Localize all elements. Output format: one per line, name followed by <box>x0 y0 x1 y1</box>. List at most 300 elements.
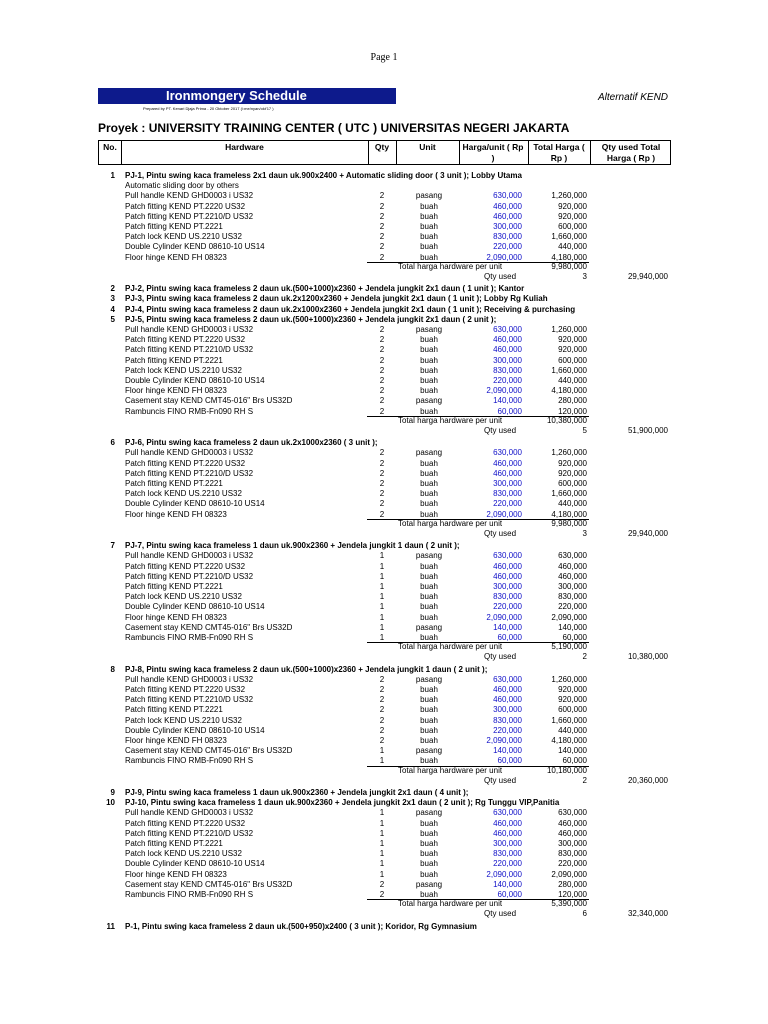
item-name: Pull handle KEND GHD0003 i US32 <box>125 551 254 561</box>
item-qty: 1 <box>379 592 385 602</box>
item-qty: 1 <box>379 839 385 848</box>
qty-used-row <box>0 272 768 282</box>
header-qty: Qty <box>374 142 390 152</box>
item-name: Patch fitting KEND PT.2210/D US32 <box>125 345 254 355</box>
item-price: 2,090,000 <box>486 386 522 396</box>
qty-used-value: 3 <box>582 272 587 281</box>
item-qty: 2 <box>379 715 385 725</box>
item-total: 1,660,000 <box>551 365 587 375</box>
item-price: 60,000 <box>497 406 522 416</box>
item-qty: 1 <box>379 612 385 622</box>
item-price: 220,000 <box>493 376 522 385</box>
item-unit: buah <box>420 201 438 211</box>
item-price: 830,000 <box>493 365 522 375</box>
hardware-item-row <box>0 839 768 849</box>
group-title: PJ-8, Pintu swing kaca frameless 2 daun uk.(500+1000)x2360 + Jendela jungkit 1 daun ( 2 unit ); <box>125 664 488 674</box>
qty-used-row <box>0 776 768 786</box>
item-unit: buah <box>420 828 438 838</box>
item-total: 220,000 <box>558 602 587 612</box>
item-price: 460,000 <box>493 828 522 838</box>
item-qty: 2 <box>379 509 385 519</box>
group-title-row <box>0 171 768 181</box>
item-name: Patch lock KEND US.2210 US32 <box>125 365 242 375</box>
item-name: Pull handle KEND GHD0003 i US32 <box>125 808 254 818</box>
item-price: 460,000 <box>493 335 522 345</box>
item-total: 830,000 <box>558 849 587 859</box>
item-unit: buah <box>420 355 438 365</box>
hardware-item-row <box>0 695 768 705</box>
item-qty: 2 <box>379 489 385 499</box>
hardware-item-row <box>0 222 768 232</box>
item-qty: 1 <box>379 849 385 859</box>
hardware-item-row <box>0 448 768 458</box>
item-total: 920,000 <box>558 468 587 478</box>
item-qty: 2 <box>379 674 385 684</box>
group-title-row <box>0 305 768 315</box>
group-grand-total: 32,340,000 <box>627 909 668 919</box>
item-name: Floor hinge KEND FH 08323 <box>125 869 227 879</box>
group-title: PJ-10, Pintu swing kaca frameless 1 daun uk.900x2360 + Jendela jungkit 2x1 daun ( 2 unit ); Rg Tunggu VIP,Panitia <box>125 798 560 808</box>
hardware-item-row <box>0 736 768 746</box>
item-name: Patch fitting KEND PT.2221 <box>125 582 223 591</box>
item-qty: 1 <box>379 828 385 838</box>
qty-used-row <box>0 652 768 662</box>
qty-used-value: 2 <box>582 652 587 662</box>
item-name: Rambuncis FINO RMB-Fn090 RH S <box>125 890 254 899</box>
group-title-row <box>0 284 768 294</box>
group-title-row <box>0 438 768 448</box>
item-unit: buah <box>420 705 438 715</box>
item-qty: 2 <box>379 685 385 694</box>
item-qty: 1 <box>379 602 385 612</box>
item-price: 630,000 <box>493 674 522 684</box>
item-name: Casement stay KEND CMT45-016" Brs US32D <box>125 879 293 889</box>
item-price: 460,000 <box>493 571 522 581</box>
item-qty: 1 <box>379 561 385 571</box>
item-name: Patch lock KEND US.2210 US32 <box>125 715 242 725</box>
item-qty: 1 <box>379 622 385 632</box>
item-name: Double Cylinder KEND 08610-10 US14 <box>125 242 265 252</box>
item-name: Floor hinge KEND FH 08323 <box>125 612 227 622</box>
item-qty: 2 <box>379 396 385 406</box>
item-total: 1,660,000 <box>551 232 587 242</box>
item-name: Casement stay KEND CMT45-016" Brs US32D <box>125 396 293 406</box>
item-price: 300,000 <box>493 222 522 231</box>
qty-used-value: 2 <box>582 775 587 785</box>
item-total: 60,000 <box>562 756 587 766</box>
item-qty: 1 <box>379 869 385 879</box>
item-price: 220,000 <box>493 602 522 612</box>
alternative-label: Alternatif KEND <box>598 92 669 103</box>
item-total: 440,000 <box>558 725 587 735</box>
qty-used-label: Qty used <box>484 426 517 435</box>
header-hardware: Hardware <box>225 142 264 152</box>
item-qty: 2 <box>379 890 385 899</box>
item-total: 600,000 <box>558 479 587 488</box>
item-unit: pasang <box>415 551 443 561</box>
hardware-item-row <box>0 880 768 890</box>
item-qty: 1 <box>379 756 385 766</box>
item-qty: 2 <box>379 355 385 365</box>
hardware-item-row <box>0 829 768 839</box>
group-grand-total: 29,940,000 <box>627 529 668 538</box>
item-total: 440,000 <box>558 242 587 252</box>
schedule-title-banner: Ironmongery Schedule <box>98 88 396 104</box>
item-unit: buah <box>420 869 438 879</box>
qty-used-label: Qty used <box>484 272 517 281</box>
item-total: 1,260,000 <box>551 191 587 201</box>
hardware-item-row <box>0 489 768 499</box>
item-name: Patch fitting KEND PT.2221 <box>125 355 223 365</box>
item-qty: 2 <box>379 325 385 334</box>
item-unit: buah <box>420 582 438 591</box>
item-name: Patch fitting KEND PT.2220 US32 <box>125 335 246 345</box>
item-unit: buah <box>420 736 438 745</box>
item-name: Patch fitting KEND PT.2221 <box>125 479 223 488</box>
hardware-item-row <box>0 212 768 222</box>
item-qty: 2 <box>379 365 385 375</box>
item-unit: buah <box>420 633 438 642</box>
header-unit: Unit <box>419 142 436 152</box>
item-qty: 1 <box>379 571 385 581</box>
item-total: 280,000 <box>558 396 587 406</box>
item-total: 460,000 <box>558 818 587 828</box>
item-total: 2,090,000 <box>551 612 587 622</box>
item-unit: buah <box>420 335 438 345</box>
qty-used-value: 6 <box>582 909 587 919</box>
item-unit: buah <box>420 222 438 231</box>
hardware-item-row <box>0 345 768 355</box>
item-qty: 2 <box>379 201 385 211</box>
group-grand-total: 10,380,000 <box>627 652 668 662</box>
item-name: Double Cylinder KEND 08610-10 US14 <box>125 859 265 869</box>
item-qty: 2 <box>379 448 385 458</box>
hardware-item-row <box>0 562 768 572</box>
item-total: 120,000 <box>558 890 587 899</box>
item-unit: buah <box>420 561 438 571</box>
item-price: 630,000 <box>493 551 522 561</box>
qty-used-value: 5 <box>582 426 587 435</box>
hardware-item-row <box>0 376 768 386</box>
item-qty: 1 <box>379 551 385 561</box>
subtotal-row <box>0 766 768 776</box>
item-name: Patch fitting KEND PT.2220 US32 <box>125 201 246 211</box>
item-total: 4,180,000 <box>551 509 587 519</box>
item-price: 220,000 <box>493 499 522 509</box>
item-price: 60,000 <box>497 633 522 642</box>
item-total: 920,000 <box>558 335 587 345</box>
header-no: No. <box>103 142 117 152</box>
item-unit: buah <box>420 685 438 694</box>
item-total: 460,000 <box>558 561 587 571</box>
subtotal-row <box>0 416 768 426</box>
hardware-item-row <box>0 675 768 685</box>
item-unit: buah <box>420 818 438 828</box>
subtotal-row <box>0 642 768 652</box>
group-number: 8 <box>110 664 115 674</box>
item-name: Double Cylinder KEND 08610-10 US14 <box>125 376 265 385</box>
group-number: 7 <box>110 541 115 551</box>
item-name: Double Cylinder KEND 08610-10 US14 <box>125 499 265 509</box>
group-title-row <box>0 788 768 798</box>
item-unit: buah <box>420 849 438 859</box>
item-price: 830,000 <box>493 592 522 602</box>
item-price: 220,000 <box>493 859 522 869</box>
subtotal-label: Total harga hardware per unit <box>398 518 503 528</box>
item-name: Rambuncis FINO RMB-Fn090 RH S <box>125 756 254 766</box>
item-qty: 2 <box>379 499 385 509</box>
hardware-item-row <box>0 325 768 335</box>
item-unit: pasang <box>415 191 443 201</box>
group-note-row <box>0 181 768 191</box>
group-title-row <box>0 294 768 304</box>
item-unit: buah <box>420 499 438 509</box>
hardware-item-row <box>0 623 768 633</box>
item-price: 220,000 <box>493 242 522 252</box>
qty-used-value: 3 <box>582 529 587 538</box>
item-unit: pasang <box>415 325 443 334</box>
item-qty: 1 <box>379 808 385 818</box>
item-unit: pasang <box>415 808 443 818</box>
item-name: Casement stay KEND CMT45-016" Brs US32D <box>125 622 293 632</box>
item-name: Patch lock KEND US.2210 US32 <box>125 489 242 499</box>
item-price: 60,000 <box>497 756 522 766</box>
item-price: 460,000 <box>493 695 522 705</box>
subtotal-label: Total harga hardware per unit <box>398 765 503 775</box>
group-grand-total: 20,360,000 <box>627 775 668 785</box>
item-price: 60,000 <box>497 890 522 899</box>
group-title-row <box>0 665 768 675</box>
item-qty: 1 <box>379 818 385 828</box>
item-unit: pasang <box>415 746 443 756</box>
item-unit: buah <box>420 839 438 848</box>
item-price: 830,000 <box>493 232 522 242</box>
item-name: Pull handle KEND GHD0003 i US32 <box>125 191 254 201</box>
item-unit: buah <box>420 232 438 242</box>
item-total: 4,180,000 <box>551 386 587 396</box>
item-unit: buah <box>420 756 438 766</box>
hardware-item-row <box>0 849 768 859</box>
item-unit: buah <box>420 489 438 499</box>
item-price: 300,000 <box>493 479 522 488</box>
item-name: Pull handle KEND GHD0003 i US32 <box>125 325 254 334</box>
item-unit: buah <box>420 376 438 385</box>
item-price: 830,000 <box>493 715 522 725</box>
item-name: Rambuncis FINO RMB-Fn090 RH S <box>125 406 254 416</box>
item-unit: pasang <box>415 879 443 889</box>
item-price: 460,000 <box>493 458 522 468</box>
item-total: 1,660,000 <box>551 489 587 499</box>
item-total: 2,090,000 <box>551 869 587 879</box>
item-qty: 2 <box>379 879 385 889</box>
item-unit: buah <box>420 386 438 396</box>
item-price: 300,000 <box>493 582 522 591</box>
subtotal-label: Total harga hardware per unit <box>398 642 503 652</box>
header-price: Harga/unit ( Rp ) <box>462 142 524 163</box>
hardware-item-row <box>0 202 768 212</box>
prepared-by-note: Prepared by PT. Kenari Djaja Prima - 20 Oktober 2017 (/:me/nyan/okt'17 ) <box>143 106 274 111</box>
item-unit: pasang <box>415 674 443 684</box>
item-total: 280,000 <box>558 879 587 889</box>
hardware-item-row <box>0 592 768 602</box>
header-qty-total: Qty used Total Harga ( Rp ) <box>601 142 661 163</box>
group-title-row <box>0 315 768 325</box>
hardware-item-row <box>0 386 768 396</box>
group-title: PJ-9, Pintu swing kaca frameless 1 daun uk.900x2360 + Jendela jungkit 2x1 daun ( 4 unit ); <box>125 788 469 797</box>
hardware-item-row <box>0 819 768 829</box>
item-unit: buah <box>420 859 438 869</box>
qty-used-row <box>0 909 768 919</box>
item-price: 460,000 <box>493 685 522 694</box>
group-title: PJ-7, Pintu swing kaca frameless 1 daun uk.900x2360 + Jendela jungkit 1 daun ( 2 unit ); <box>125 541 460 551</box>
item-name: Casement stay KEND CMT45-016" Brs US32D <box>125 746 293 756</box>
page-number: Page 1 <box>370 52 398 63</box>
item-total: 1,260,000 <box>551 674 587 684</box>
item-total: 140,000 <box>558 622 587 632</box>
hardware-item-row <box>0 726 768 736</box>
item-price: 300,000 <box>493 705 522 715</box>
item-name: Patch fitting KEND PT.2221 <box>125 222 223 231</box>
group-title: PJ-5, Pintu swing kaca frameless 2 daun uk.(500+1000)x2360 + Jendela jungkit 2x1 daun ( 2 unit ); <box>125 314 497 324</box>
item-name: Patch lock KEND US.2210 US32 <box>125 592 242 602</box>
item-price: 2,090,000 <box>486 509 522 519</box>
item-price: 460,000 <box>493 345 522 355</box>
item-unit: pasang <box>415 396 443 406</box>
item-total: 120,000 <box>558 406 587 416</box>
hardware-item-row <box>0 716 768 726</box>
item-qty: 2 <box>379 252 385 262</box>
subtotal-label: Total harga hardware per unit <box>398 261 503 271</box>
hardware-item-row <box>0 396 768 406</box>
item-total: 1,260,000 <box>551 325 587 334</box>
item-total: 920,000 <box>558 458 587 468</box>
group-title-row <box>0 922 768 932</box>
item-total: 440,000 <box>558 499 587 509</box>
group-note: Automatic sliding door by others <box>125 181 239 191</box>
item-price: 460,000 <box>493 211 522 221</box>
hardware-item-row <box>0 356 768 366</box>
hardware-item-row <box>0 551 768 561</box>
item-total: 920,000 <box>558 685 587 694</box>
item-price: 460,000 <box>493 561 522 571</box>
hardware-item-row <box>0 479 768 489</box>
item-price: 140,000 <box>493 396 522 406</box>
qty-used-label: Qty used <box>484 909 517 919</box>
subtotal-row <box>0 899 768 909</box>
group-number: 4 <box>110 304 115 314</box>
group-title: PJ-2, Pintu swing kaca frameless 2 daun uk.(500+1000)x2360 + Jendela jungkit 2x1 daun ( 1 unit ); Kantor <box>125 284 525 294</box>
item-qty: 2 <box>379 345 385 355</box>
item-unit: buah <box>420 592 438 602</box>
item-qty: 2 <box>379 386 385 396</box>
item-name: Pull handle KEND GHD0003 i US32 <box>125 448 254 458</box>
subtotal-value: 10,380,000 <box>546 415 587 425</box>
item-total: 630,000 <box>558 808 587 818</box>
qty-used-label: Qty used <box>484 652 517 662</box>
hardware-item-row <box>0 242 768 252</box>
item-qty: 2 <box>379 479 385 488</box>
group-number: 2 <box>110 284 115 294</box>
subtotal-value: 9,980,000 <box>551 261 587 271</box>
item-unit: buah <box>420 468 438 478</box>
item-qty: 2 <box>379 468 385 478</box>
item-total: 600,000 <box>558 222 587 231</box>
group-number: 5 <box>110 314 115 324</box>
subtotal-label: Total harga hardware per unit <box>398 899 503 909</box>
group-number: 3 <box>110 294 115 304</box>
item-total: 920,000 <box>558 201 587 211</box>
item-unit: buah <box>420 695 438 705</box>
item-price: 630,000 <box>493 448 522 458</box>
item-name: Floor hinge KEND FH 08323 <box>125 252 227 262</box>
item-unit: buah <box>420 602 438 612</box>
qty-used-row <box>0 426 768 436</box>
item-qty: 2 <box>379 335 385 345</box>
hardware-item-row <box>0 469 768 479</box>
item-unit: pasang <box>415 622 443 632</box>
item-qty: 2 <box>379 725 385 735</box>
qty-used-row <box>0 529 768 539</box>
item-qty: 2 <box>379 222 385 231</box>
group-number: 9 <box>110 788 115 797</box>
item-qty: 2 <box>379 242 385 252</box>
subtotal-row <box>0 519 768 529</box>
hardware-item-row <box>0 459 768 469</box>
item-unit: buah <box>420 406 438 416</box>
hardware-item-row <box>0 808 768 818</box>
item-price: 2,090,000 <box>486 252 522 262</box>
subtotal-label: Total harga hardware per unit <box>398 415 503 425</box>
item-price: 830,000 <box>493 849 522 859</box>
item-qty: 2 <box>379 736 385 745</box>
item-name: Floor hinge KEND FH 08323 <box>125 736 227 745</box>
group-title: PJ-1, Pintu swing kaca frameless 2x1 daun uk.900x2400 + Automatic sliding door ( 3 unit ); Lobby Utama <box>125 171 522 180</box>
item-total: 300,000 <box>558 839 587 848</box>
item-total: 920,000 <box>558 345 587 355</box>
hardware-item-row <box>0 191 768 201</box>
item-unit: buah <box>420 612 438 622</box>
item-price: 2,090,000 <box>486 612 522 622</box>
item-price: 140,000 <box>493 879 522 889</box>
item-name: Floor hinge KEND FH 08323 <box>125 386 227 396</box>
item-price: 140,000 <box>493 622 522 632</box>
hardware-item-row <box>0 705 768 715</box>
item-qty: 2 <box>379 458 385 468</box>
item-total: 460,000 <box>558 828 587 838</box>
hardware-item-row <box>0 602 768 612</box>
item-price: 2,090,000 <box>486 736 522 745</box>
item-price: 140,000 <box>493 746 522 756</box>
item-unit: buah <box>420 725 438 735</box>
item-unit: buah <box>420 715 438 725</box>
item-unit: buah <box>420 571 438 581</box>
item-name: Patch fitting KEND PT.2220 US32 <box>125 458 246 468</box>
item-qty: 1 <box>379 746 385 756</box>
item-name: Patch fitting KEND PT.2210/D US32 <box>125 468 254 478</box>
item-name: Patch fitting KEND PT.2221 <box>125 839 223 848</box>
item-price: 2,090,000 <box>486 869 522 879</box>
hardware-item-row <box>0 685 768 695</box>
group-title-row <box>0 798 768 808</box>
item-qty: 2 <box>379 211 385 221</box>
item-total: 920,000 <box>558 695 587 705</box>
item-price: 630,000 <box>493 325 522 334</box>
group-grand-total: 29,940,000 <box>627 272 668 281</box>
item-total: 1,260,000 <box>551 448 587 458</box>
item-qty: 2 <box>379 406 385 416</box>
item-unit: buah <box>420 509 438 519</box>
item-qty: 1 <box>379 859 385 869</box>
